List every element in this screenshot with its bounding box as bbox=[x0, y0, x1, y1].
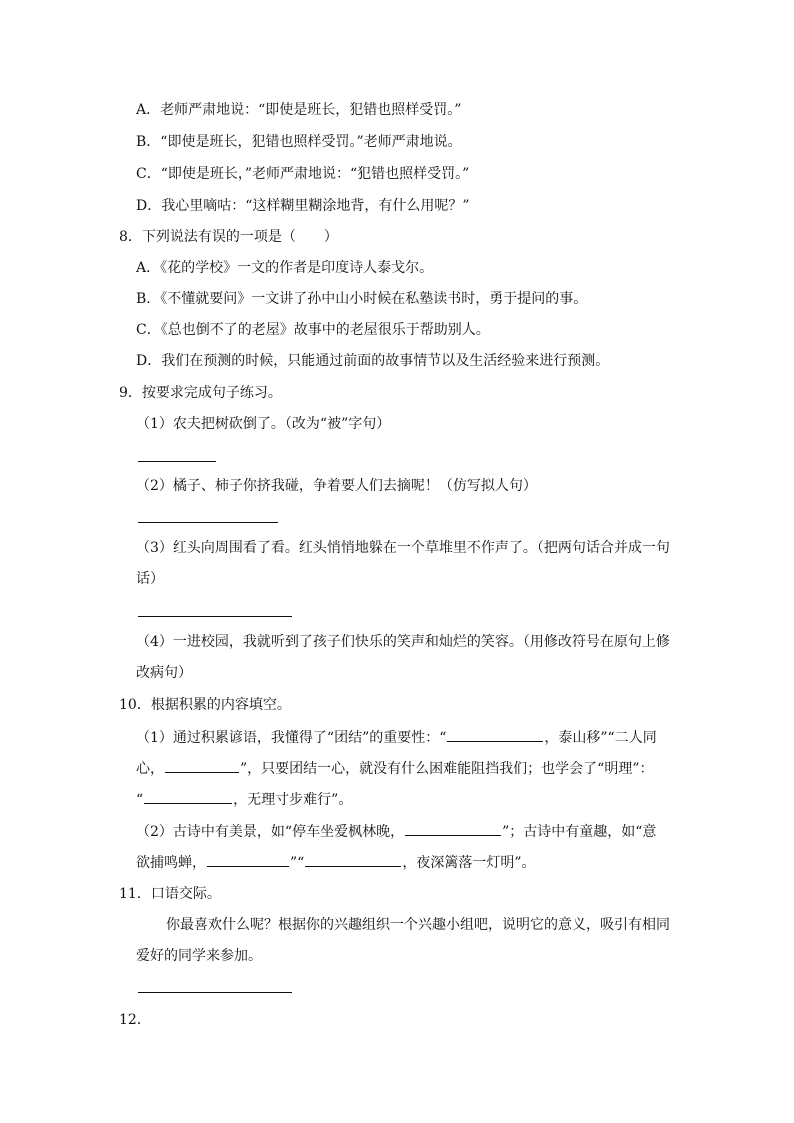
q10-text: “ bbox=[136, 792, 144, 808]
q8-option-b: B．《不懂就要问》一文讲了孙中山小时候在私塾读书时，勇于提问的事。 bbox=[136, 291, 588, 307]
q11-body-line2: 爱好的同学来参加。 bbox=[136, 948, 262, 964]
q10-blank-2[interactable] bbox=[165, 758, 239, 773]
q10-text: ，泰山移”“二人同 bbox=[544, 730, 657, 746]
q10-text: 心， bbox=[136, 761, 164, 777]
q7-option-b: B．“即使是班长，犯错也照样受罚。”老师严肃地说。 bbox=[136, 134, 462, 150]
q10-text: （1）通过积累谚语，我懂得了“团结”的重要性：“ bbox=[136, 730, 447, 746]
q12-stem: 12． bbox=[119, 1012, 151, 1028]
q10-stem: 10．根据积累的内容填空。 bbox=[119, 697, 291, 713]
q9-part-1: （1）农夫把树砍倒了。（改为“被”字句） bbox=[136, 416, 391, 432]
q10-part-1-line2 bbox=[136, 758, 653, 779]
q9-part-3-line2: 话） bbox=[136, 571, 164, 587]
q10-blank-1[interactable] bbox=[447, 727, 543, 742]
q10-text: （2）古诗中有美景，如“停车坐爱枫林晚， bbox=[136, 824, 405, 840]
q9-stem: 9．按要求完成句子练习。 bbox=[119, 385, 282, 401]
q8-option-c: C．《总也倒不了的老屋》故事中的老屋很乐于帮助别人。 bbox=[136, 322, 490, 338]
q11-body-line1: 你最喜欢什么呢？根据你的兴趣组织一个兴趣小组吧，说明它的意义，吸引有相同 bbox=[166, 917, 670, 933]
q10-text: 欲捕鸣蝉， bbox=[136, 855, 206, 871]
q9-answer-line-2[interactable] bbox=[138, 522, 278, 523]
q10-text: ，无理寸步难行”。 bbox=[233, 792, 353, 808]
q10-part-1-line3 bbox=[136, 789, 352, 810]
q11-answer-line[interactable] bbox=[138, 992, 292, 993]
q10-part-2-line1 bbox=[136, 821, 656, 842]
q10-part-2-line2 bbox=[136, 852, 536, 873]
q10-blank-4[interactable] bbox=[405, 821, 501, 836]
q9-answer-line-3[interactable] bbox=[138, 616, 292, 617]
q7-option-c: C．“即使是班长，”老师严肃地说：“犯错也照样受罚。” bbox=[136, 166, 470, 182]
q8-option-d: D．我们在预测的时候，只能通过前面的故事情节以及生活经验来进行预测。 bbox=[136, 353, 610, 369]
q10-blank-6[interactable] bbox=[305, 852, 401, 867]
q10-blank-5[interactable] bbox=[207, 852, 289, 867]
q9-part-3-line1: （3）红头向周围看了看。红头悄悄地躲在一个草堆里不作声了。（把两句话合并成一句 bbox=[136, 540, 670, 556]
q8-option-a: A．《花的学校》一文的作者是印度诗人泰戈尔。 bbox=[136, 260, 434, 276]
q11-stem: 11．口语交际。 bbox=[119, 886, 221, 902]
q10-text: ”；古诗中有童趣，如“意 bbox=[502, 824, 657, 840]
q10-text: ，夜深篱落一灯明”。 bbox=[402, 855, 536, 871]
q9-part-4-line1: （4）一进校园，我就听到了孩子们快乐的笑声和灿烂的笑容。（用修改符号在原句上修 bbox=[136, 634, 670, 650]
q9-answer-line-1[interactable] bbox=[138, 461, 216, 462]
q9-part-2: （2）橘子、柿子你挤我碰，争着要人们去摘呢！（仿写拟人句） bbox=[136, 478, 537, 494]
q7-option-a: A．老师严肃地说：“即使是班长，犯错也照样受罚。” bbox=[136, 102, 462, 118]
q8-stem: 8．下列说法有误的一项是（ ） bbox=[119, 229, 338, 245]
q10-blank-3[interactable] bbox=[144, 789, 232, 804]
q9-part-4-line2: 改病句） bbox=[136, 665, 192, 681]
q10-part-1-line1 bbox=[136, 727, 657, 748]
q10-text: ”“ bbox=[290, 855, 305, 871]
q7-option-d: D．我心里嘀咕：“这样糊里糊涂地背，有什么用呢？” bbox=[136, 198, 470, 214]
q10-text: ”，只要团结一心，就没有什么困难能阻挡我们；也学会了“明理”： bbox=[240, 761, 654, 777]
